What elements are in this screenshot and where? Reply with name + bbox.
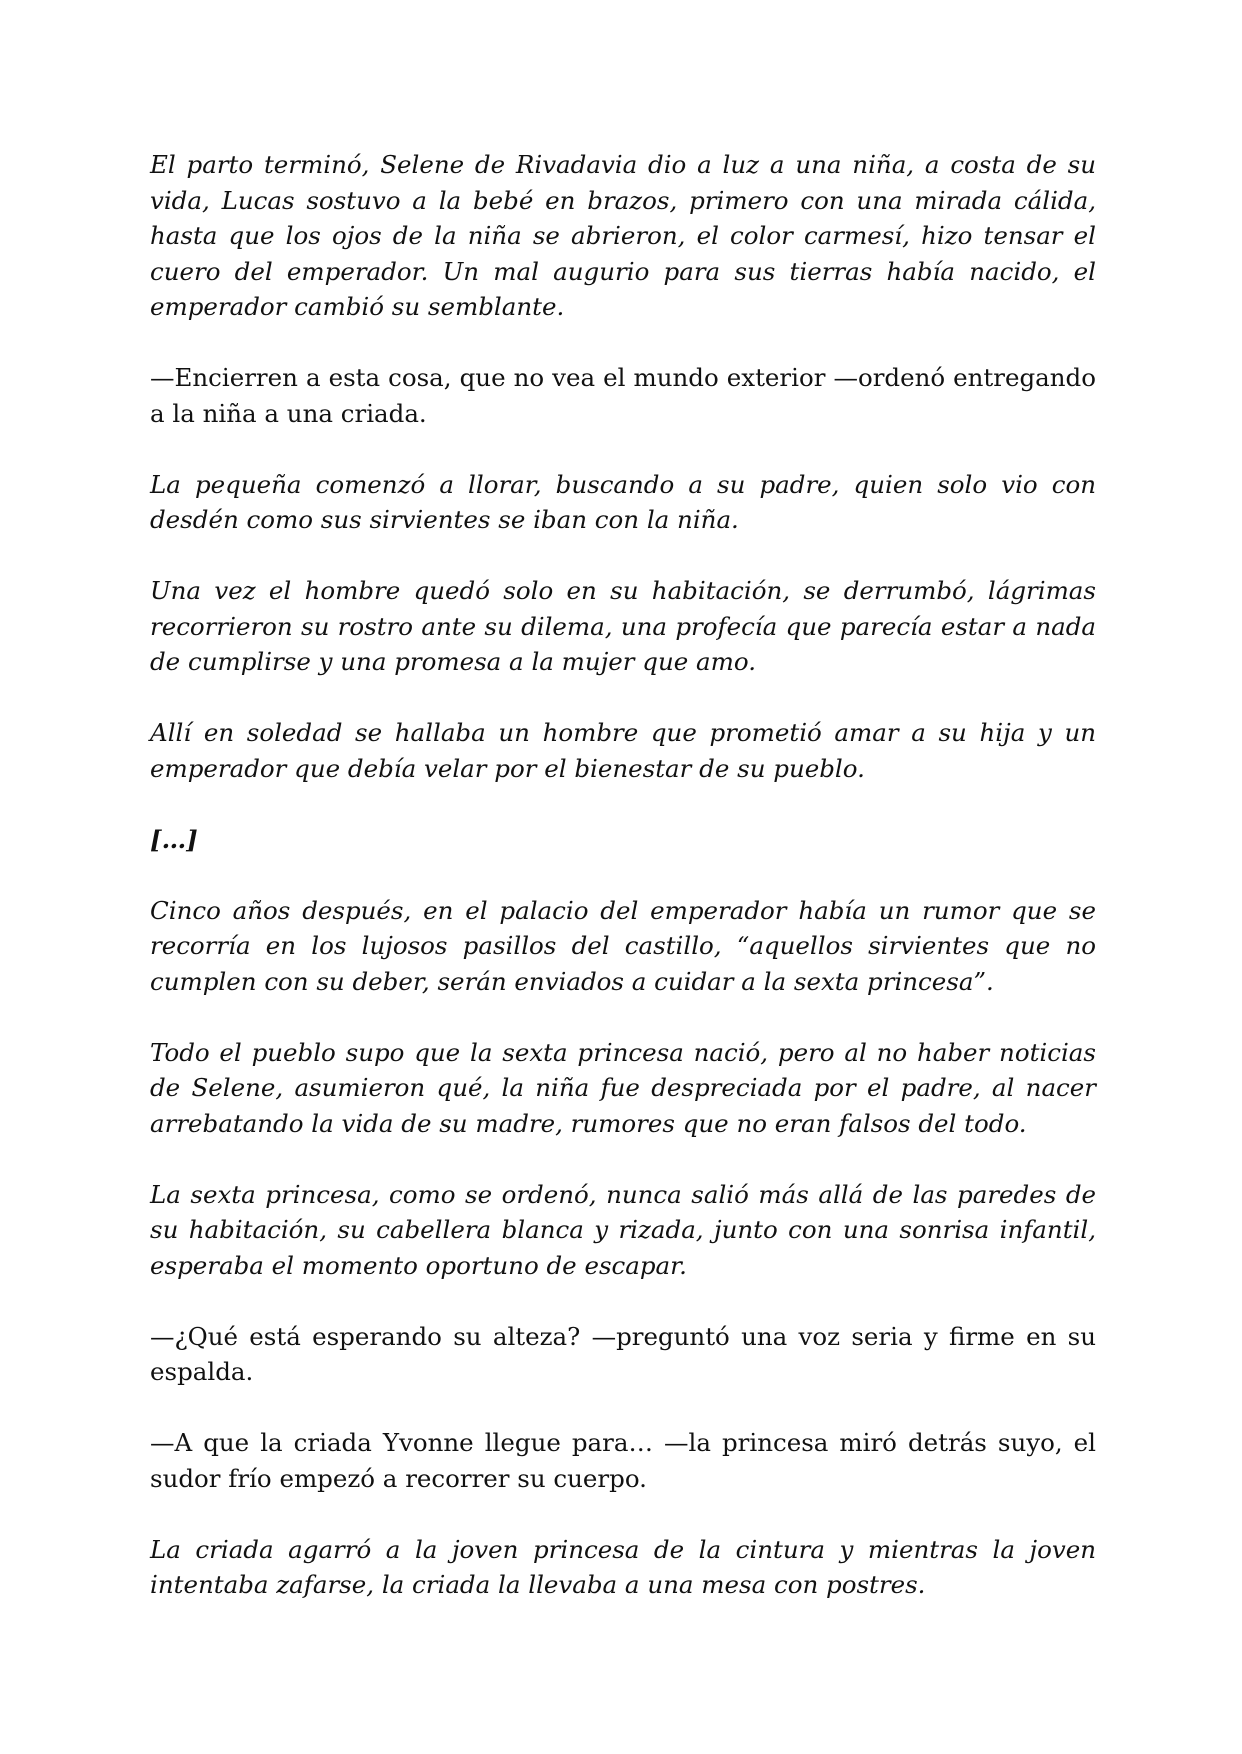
section-break: […] xyxy=(150,824,198,854)
dialogue-lock-away: —Encierren a esta cosa, que no vea el mundo exterior —ordenó entregando a la niña a una criada. xyxy=(150,363,1096,428)
dialogue-answer: —A que la criada Yvonne llegue para… —la princesa miró detrás suyo, el sudor frío empezó a recorrer su cuerpo. xyxy=(150,1428,1096,1493)
paragraph-crying: La pequeña comenzó a llorar, buscando a su padre, quien solo vio con desdén como sus sirvientes se iban con la niña. xyxy=(150,469,1096,534)
paragraph-princess: La sexta princesa, como se ordenó, nunca salió más allá de las paredes de su habitación, su cabellera blanca y rizada, junto con una sonrisa infantil, esperaba el momento oportuno de escapar. xyxy=(150,1179,1096,1280)
paragraph-rumor: Cinco años después, en el palacio del emperador había un rumor que se recorría en los lujosos pasillos del castillo, “aquellos sirvientes que no cumplen con su deber, serán enviados a cuidar a la sexta princesa”. xyxy=(150,895,1096,996)
paragraph-birth: El parto terminó, Selene de Rivadavia dio a luz a una niña, a costa de su vida, Lucas sostuvo a la bebé en brazos, primero con una mirada cálida, hasta que los ojos de la niña se abrieron, el color carmesí, hizo tensar el cuero del emperador. Un mal augurio para sus tierras había nacido, el emperador cambió su semblante. xyxy=(150,150,1096,321)
paragraph-solitude: Allí en soledad se hallaba un hombre que prometió amar a su hija y un emperador que debía velar por el bienestar de su pueblo. xyxy=(150,718,1096,783)
paragraph-dilemma: Una vez el hombre quedó solo en su habitación, se derrumbó, lágrimas recorrieron su rostro ante su dilema, una profecía que parecía estar a nada de cumplirse y una promesa a la mujer que amo. xyxy=(150,576,1096,676)
dialogue-question: —¿Qué está esperando su alteza? —preguntó una voz seria y firme en su espalda. xyxy=(150,1321,1096,1386)
paragraph-people: Todo el pueblo supo que la sexta princesa nació, pero al no haber noticias de Selene, asumieron qué, la niña fue despreciada por el padre, al nacer arrebatando la vida de su madre, rumores que no eran falsos del todo. xyxy=(150,1037,1096,1138)
document-page xyxy=(150,147,1096,1638)
paragraph-maid: La criada agarró a la joven princesa de la cintura y mientras la joven intentaba zafarse, la criada la llevaba a una mesa con postres. xyxy=(150,1534,1096,1599)
